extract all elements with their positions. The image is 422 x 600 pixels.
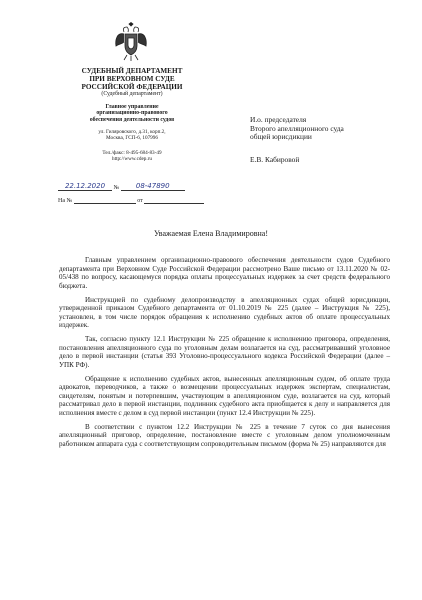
address-block [62, 130, 202, 142]
org-short-name: (Судебный департамент) [101, 91, 163, 98]
department-line-2: организационно-правового [96, 110, 168, 117]
number-sign: № [113, 185, 120, 191]
address-line-1: ул. Гиляровского, д.31, корп.2, [98, 129, 166, 136]
paragraph-1: Главным управлением организационно-правового обеспечения деятельности судов Судебного департамента при Верховном Суде Российской Федерации рассмотрено Ваше письмо от 13.11.2020 № 02-05/438 по вопросу, касающемуся порядка оплаты процессуальных издержек за счет средств федерального бюджета. [59, 256, 390, 290]
org-name-line-1: СУДЕБНЫЙ ДЕПАРТАМЕНТ [81, 67, 183, 75]
contact-block [62, 151, 202, 163]
double-headed-eagle-icon [114, 22, 148, 62]
org-name-line-3: РОССИЙСКОЙ ФЕДЕРАЦИИ [81, 83, 183, 92]
department-block [62, 104, 202, 123]
paragraph-2: Инструкцией по судебному делопроизводству в апелляционных судах общей юрисдикции, утвержденной приказом Судебного департамента от 01.10.2019 № 225 (далее – Инструкция № 225), установлен, в том числе порядок обращения к исполнению судебных актов об оплате процессуальных издержек. [59, 295, 390, 329]
department-line-3: обеспечения деятельности судов [89, 116, 175, 123]
address-line-2: Москва, ГСП-6, 107996 [106, 134, 158, 141]
paragraph-5: В соответствии с пунктом 12.2 Инструкции № 225 в течение 7 суток со дня вынесения апелляционный приговор, определение, постановление вместе с уголовным делом уполномоченным работником аппарата суда с соответствующим сопроводительным письмом (форма № 25) направляются для [59, 422, 390, 448]
department-line-1: Главное управление [105, 103, 159, 110]
paragraph-4: Обращение к исполнению судебных актов, вынесенных апелляционным судом, об оплате труда адвокатов, переводчиков, а также о возмещении процессуальных издержек экспертам, специалистам, свидетелям, понятым и потерпевшим, участвующим в апелляционном суде, возлагается на суд, который рассматривал дело в первой инстанции, подлинник судебного акта приобщается к делу и направляется для исполнения вместе с делом в суд первой инстанции (пункт 12.4 Инструкции № 225). [59, 374, 390, 417]
greeting: Уважаемая Елена Владимировна! [154, 229, 268, 238]
letter-body [59, 256, 390, 454]
registration-date-number-line [58, 182, 185, 191]
registration-date: 22.12.2020 [64, 182, 106, 190]
addressee-line-1: И.о. председателя [250, 115, 307, 124]
addressee-block [250, 116, 410, 165]
phone-fax: Тел./факс: 8-495-684-83-49 [102, 149, 162, 156]
org-name-line-2: ПРИ ВЕРХОВНОМ СУДЕ [89, 75, 175, 84]
coat-of-arms-emblem [113, 22, 149, 62]
letterhead [62, 67, 202, 162]
reference-prefix: На № [58, 198, 73, 204]
addressee-name: Е.В. Кабировой [250, 155, 300, 165]
addressee-line-2: Второго апелляционного суда [250, 123, 344, 133]
website: http://www.cdep.ru [111, 155, 152, 162]
reference-from: от [137, 198, 143, 204]
addressee-line-3: общей юрисдикции [250, 132, 312, 142]
reference-line [58, 197, 204, 204]
registration-number: 08-47890 [135, 182, 170, 190]
paragraph-3: Так, согласно пункту 12.1 Инструкции № 225 обращение к исполнению приговора, определения, постановления апелляционного суда по уголовным делам возлагается на суд, рассматривавший уголовное дело в первой инстанции (статья 393 Уголовно-процессуального кодекса Российской Федерации (далее – УПК РФ). [59, 335, 390, 369]
